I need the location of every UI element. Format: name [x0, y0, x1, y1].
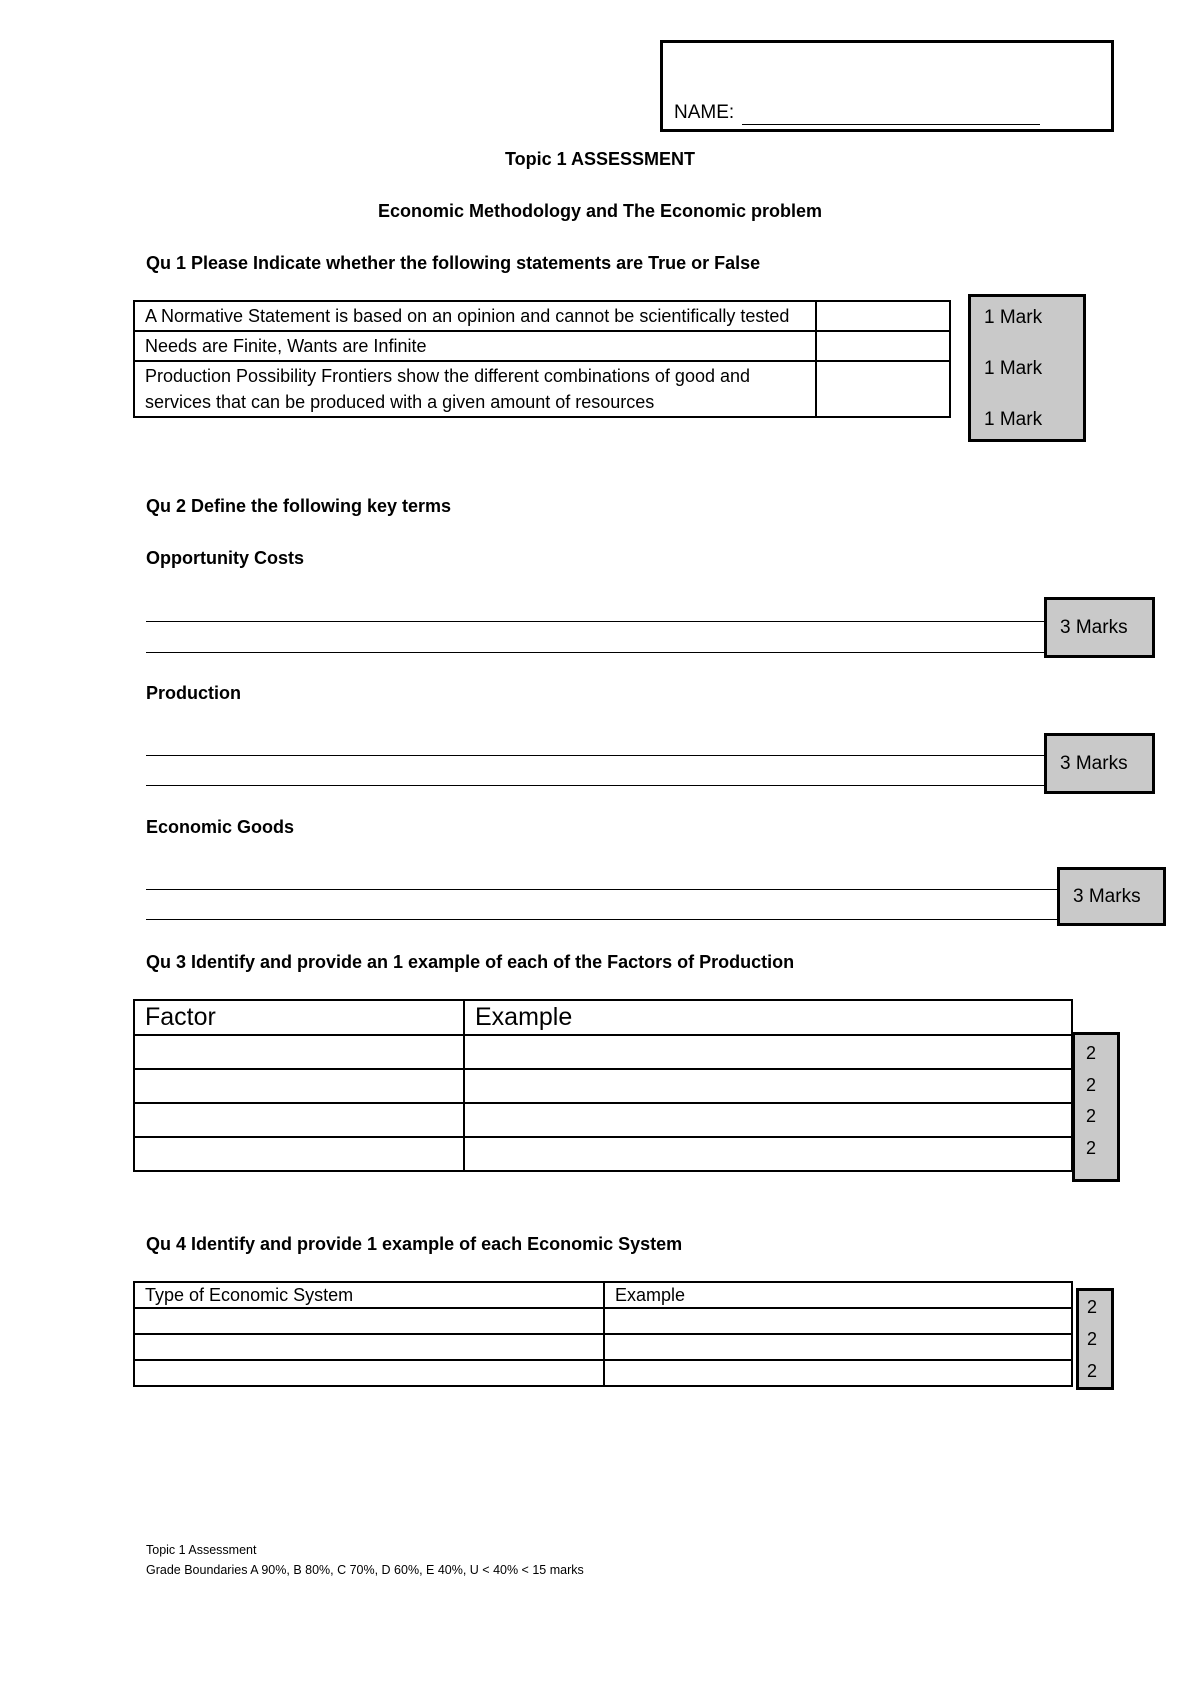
footer-grade-boundaries: Grade Boundaries A 90%, B 80%, C 70%, D 60%, E 40%, U < 40% < 15 marks [146, 1563, 584, 1577]
factor-cell[interactable] [134, 1035, 464, 1069]
factor-cell[interactable] [134, 1069, 464, 1103]
true-false-table [133, 300, 951, 418]
mark-label: 2 [1087, 1361, 1098, 1381]
name-label: NAME: [674, 102, 735, 123]
mark-label: 2 [1087, 1297, 1098, 1317]
table-row [134, 331, 950, 361]
term-production: Production [146, 683, 241, 703]
name-input-line[interactable] [742, 124, 1040, 125]
table-row [134, 1137, 1072, 1171]
example-cell[interactable] [464, 1137, 1072, 1171]
page-subtitle: Economic Methodology and The Economic problem [377, 201, 823, 221]
factor-cell[interactable] [134, 1103, 464, 1137]
answer-line[interactable] [146, 621, 1046, 622]
term-economic-goods: Economic Goods [146, 817, 295, 837]
footer-title: Topic 1 Assessment [146, 1543, 257, 1557]
mark-label: 1 Mark [984, 358, 1043, 379]
answer-line[interactable] [146, 652, 1046, 653]
example-cell[interactable] [604, 1308, 1072, 1334]
column-header-example: Example [464, 1000, 1072, 1035]
q2-heading: Qu 2 Define the following key terms [146, 496, 452, 516]
answer-line[interactable] [146, 919, 1058, 920]
system-cell[interactable] [134, 1308, 604, 1334]
column-header-type: Type of Economic System [134, 1282, 604, 1308]
column-header-example: Example [604, 1282, 1072, 1308]
table-row [134, 1035, 1072, 1069]
statement-cell: Needs are Finite, Wants are Infinite [134, 331, 816, 361]
example-cell[interactable] [604, 1360, 1072, 1386]
answer-line[interactable] [146, 755, 1046, 756]
answer-cell[interactable] [816, 301, 950, 331]
q4-heading: Qu 4 Identify and provide 1 example of each Economic System [146, 1234, 683, 1254]
example-cell[interactable] [604, 1334, 1072, 1360]
example-cell[interactable] [464, 1035, 1072, 1069]
table-header-row [134, 1282, 1072, 1308]
table-row [134, 361, 950, 417]
statement-cell: A Normative Statement is based on an opinion and cannot be scientifically tested [134, 301, 816, 331]
marks-box: 3 Marks [1044, 733, 1155, 794]
system-cell[interactable] [134, 1360, 604, 1386]
mark-label: 2 [1086, 1138, 1097, 1158]
table-row [134, 1308, 1072, 1334]
answer-line[interactable] [146, 785, 1046, 786]
table-row [134, 1069, 1072, 1103]
q1-heading: Qu 1 Please Indicate whether the following statements are True or False [146, 253, 761, 273]
answer-cell[interactable] [816, 331, 950, 361]
example-cell[interactable] [464, 1103, 1072, 1137]
answer-line[interactable] [146, 889, 1058, 890]
table-row [134, 1334, 1072, 1360]
factor-cell[interactable] [134, 1137, 464, 1171]
column-header-factor: Factor [134, 1000, 464, 1035]
table-row [134, 1360, 1072, 1386]
page-title: Topic 1 ASSESSMENT [504, 149, 696, 169]
mark-label: 2 [1087, 1329, 1098, 1349]
mark-label: 2 [1086, 1106, 1097, 1126]
table-row [134, 301, 950, 331]
mark-label: 2 [1086, 1075, 1097, 1095]
statement-cell: Production Possibility Frontiers show the different combinations of good and services that can be produced with a given amount of resources [134, 361, 816, 417]
q3-heading: Qu 3 Identify and provide an 1 example of each of the Factors of Production [146, 952, 795, 972]
marks-box: 3 Marks [1044, 597, 1155, 658]
mark-label: 1 Mark [984, 409, 1043, 430]
table-row [134, 1103, 1072, 1137]
mark-label: 2 [1086, 1043, 1097, 1063]
example-cell[interactable] [464, 1069, 1072, 1103]
term-opportunity-costs: Opportunity Costs [146, 548, 304, 568]
table-header-row [134, 1000, 1072, 1035]
answer-cell[interactable] [816, 361, 950, 417]
mark-label: 1 Mark [984, 307, 1043, 328]
marks-box: 3 Marks [1057, 867, 1166, 926]
system-cell[interactable] [134, 1334, 604, 1360]
economic-systems-table [133, 1281, 1073, 1387]
factors-table [133, 999, 1073, 1172]
